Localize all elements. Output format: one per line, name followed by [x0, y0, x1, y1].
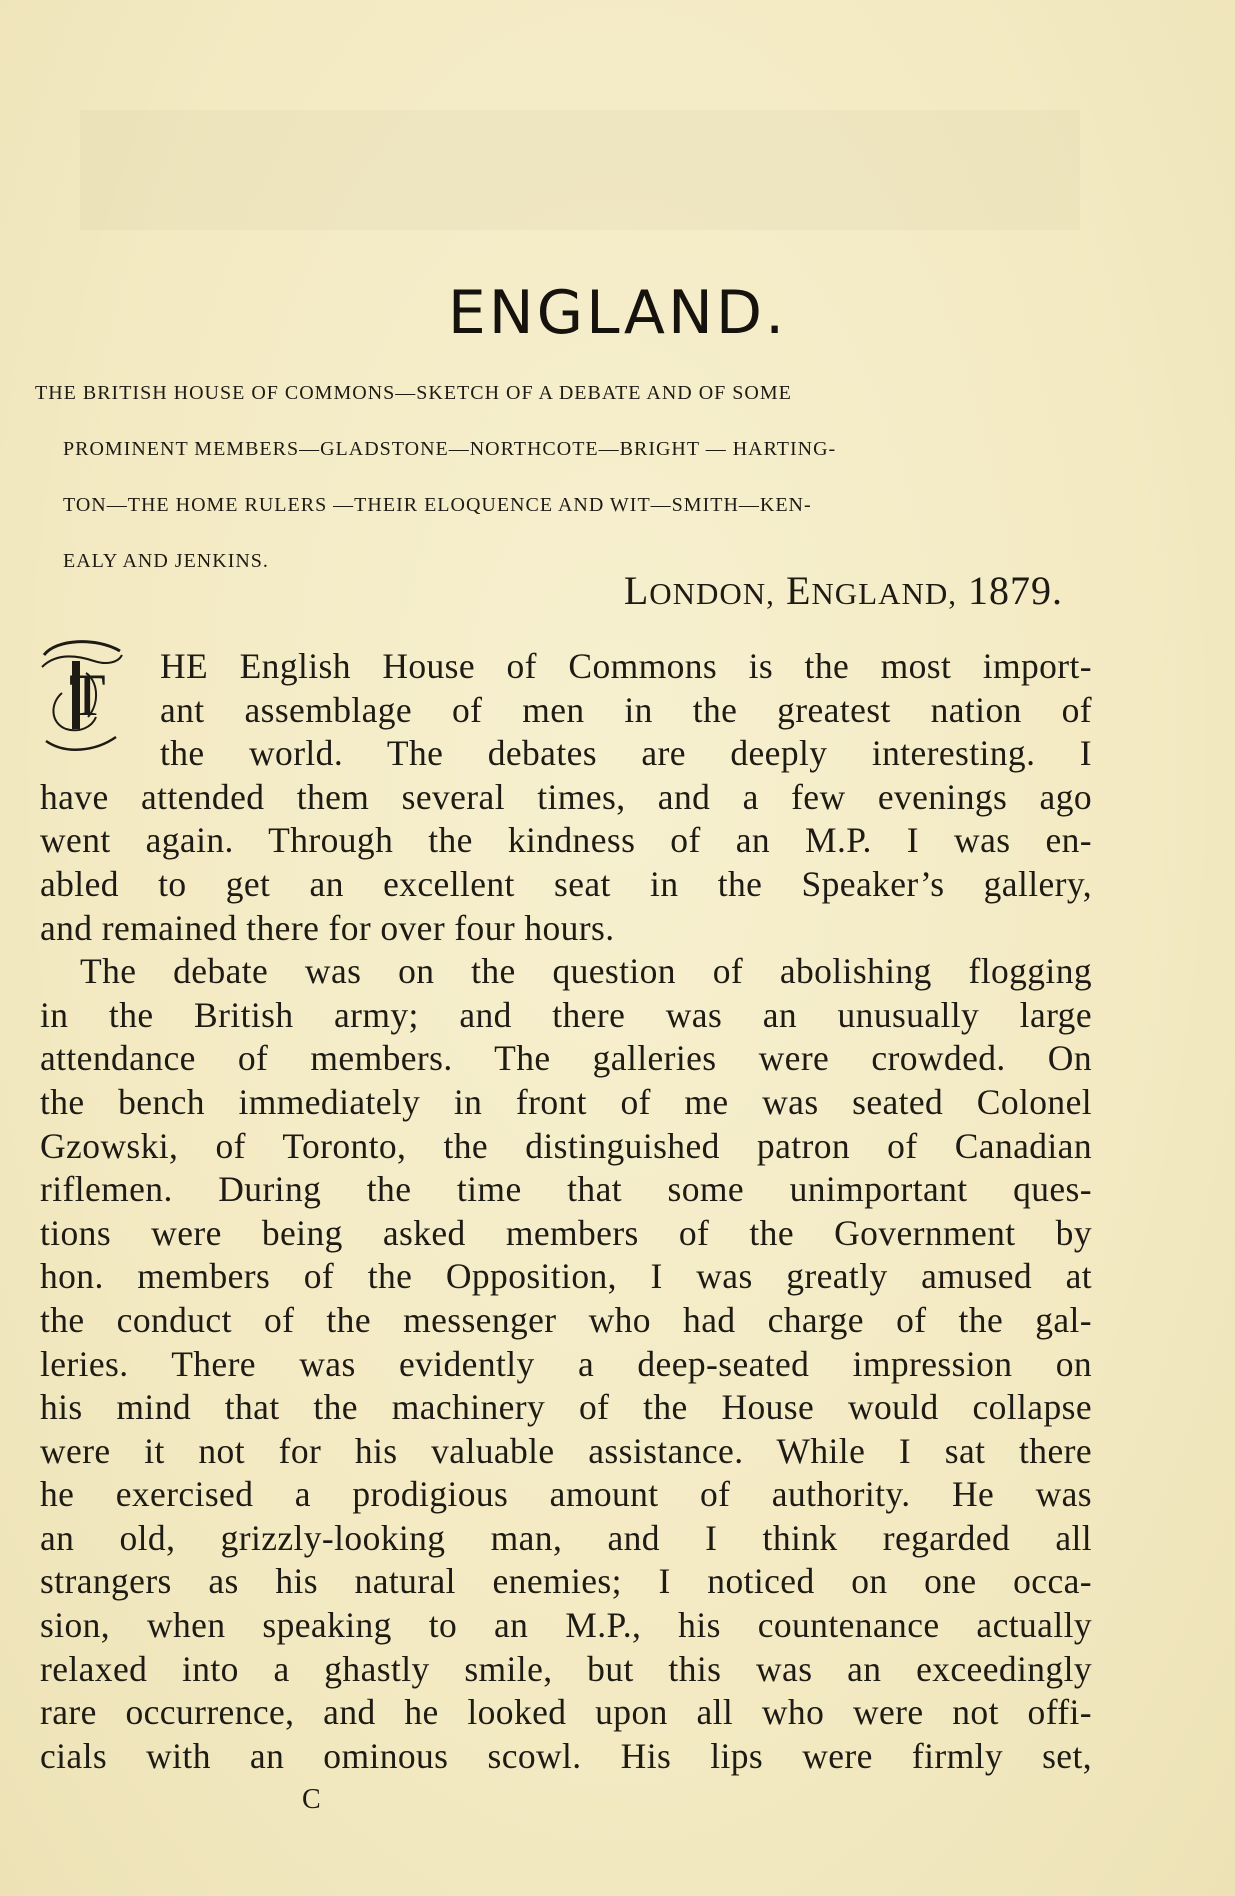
body-line: and remained there for over four hours.: [40, 907, 615, 948]
body-line: hon. members of the Opposition, I was greatly amused at: [40, 1256, 1092, 1297]
body-line: the world. The debates are deeply interesting. I: [160, 733, 1092, 774]
body-text: [40, 645, 1092, 1778]
paper-show-through: [80, 110, 1080, 230]
dateline: [624, 567, 1063, 614]
body-line: abled to get an excellent seat in the Speaker’s gallery,: [40, 863, 1092, 904]
body-line: tions were being asked members of the Government by: [40, 1212, 1092, 1253]
body-line: ant assemblage of men in the greatest nation of: [160, 689, 1092, 730]
body-line: riflemen. During the time that some unimportant ques-: [40, 1169, 1092, 1210]
drop-cap-letter: T: [69, 662, 106, 728]
body-line: attendance of members. The galleries were crowded. On: [40, 1038, 1092, 1079]
body-line: went again. Through the kindness of an M.P. I was en-: [40, 820, 1092, 861]
body-line: an old, grizzly-looking man, and I think regarded all: [40, 1517, 1092, 1558]
body-line: he exercised a prodigious amount of authority. He was: [40, 1474, 1092, 1515]
summary-line: EALY AND JENKINS.: [63, 550, 269, 572]
body-line: Gzowski, of Toronto, the distinguished patron of Canadian: [40, 1125, 1092, 1166]
dateline-city-initial: L: [623, 568, 650, 613]
body-line: were it not for his valuable assistance. While I sat there: [40, 1430, 1092, 1471]
body-line: relaxed into a ghastly smile, but this was an exceedingly: [40, 1648, 1092, 1689]
body-line: cials with an ominous scowl. His lips were firmly set,: [40, 1735, 1092, 1776]
body-line: sion, when speaking to an M.P., his countenance actually: [40, 1605, 1092, 1646]
chapter-heading: ENGLAND.: [447, 278, 788, 349]
chapter-summary: [35, 365, 1087, 589]
dateline-year: 1879.: [968, 568, 1063, 613]
summary-line: PROMINENT MEMBERS—GLADSTONE—NORTHCOTE—BRIGHT — HARTING-: [63, 438, 837, 460]
body-line: in the British army; and there was an unusually large: [40, 994, 1092, 1035]
signature-mark: C: [302, 1784, 321, 1815]
dateline-country-rest: NGLAND,: [811, 576, 957, 611]
dateline-country-initial: E: [785, 568, 812, 613]
body-line: leries. There was evidently a deep-seated impression on: [40, 1343, 1092, 1384]
body-line: the conduct of the messenger who had charge of the gal-: [40, 1299, 1092, 1340]
body-line: the bench immediately in front of me was seated Colonel: [40, 1081, 1092, 1122]
body-line: strangers as his natural enemies; I noticed on one occa-: [40, 1561, 1092, 1602]
body-line: rare occurrence, and he looked upon all who were not offi-: [40, 1692, 1092, 1733]
dateline-city-rest: ONDON,: [649, 576, 775, 611]
body-line: have attended them several times, and a few evenings ago: [40, 776, 1092, 817]
summary-line: TON—THE HOME RULERS —THEIR ELOQUENCE AND WIT—SMITH—KEN-: [63, 494, 812, 516]
body-line: The debate was on the question of abolishing flogging: [80, 951, 1092, 992]
summary-line: THE BRITISH HOUSE OF COMMONS—SKETCH OF A DEBATE AND OF SOME: [35, 382, 792, 404]
body-line: HE English House of Commons is the most import-: [160, 646, 1092, 686]
body-line: his mind that the machinery of the House would collapse: [40, 1387, 1092, 1428]
